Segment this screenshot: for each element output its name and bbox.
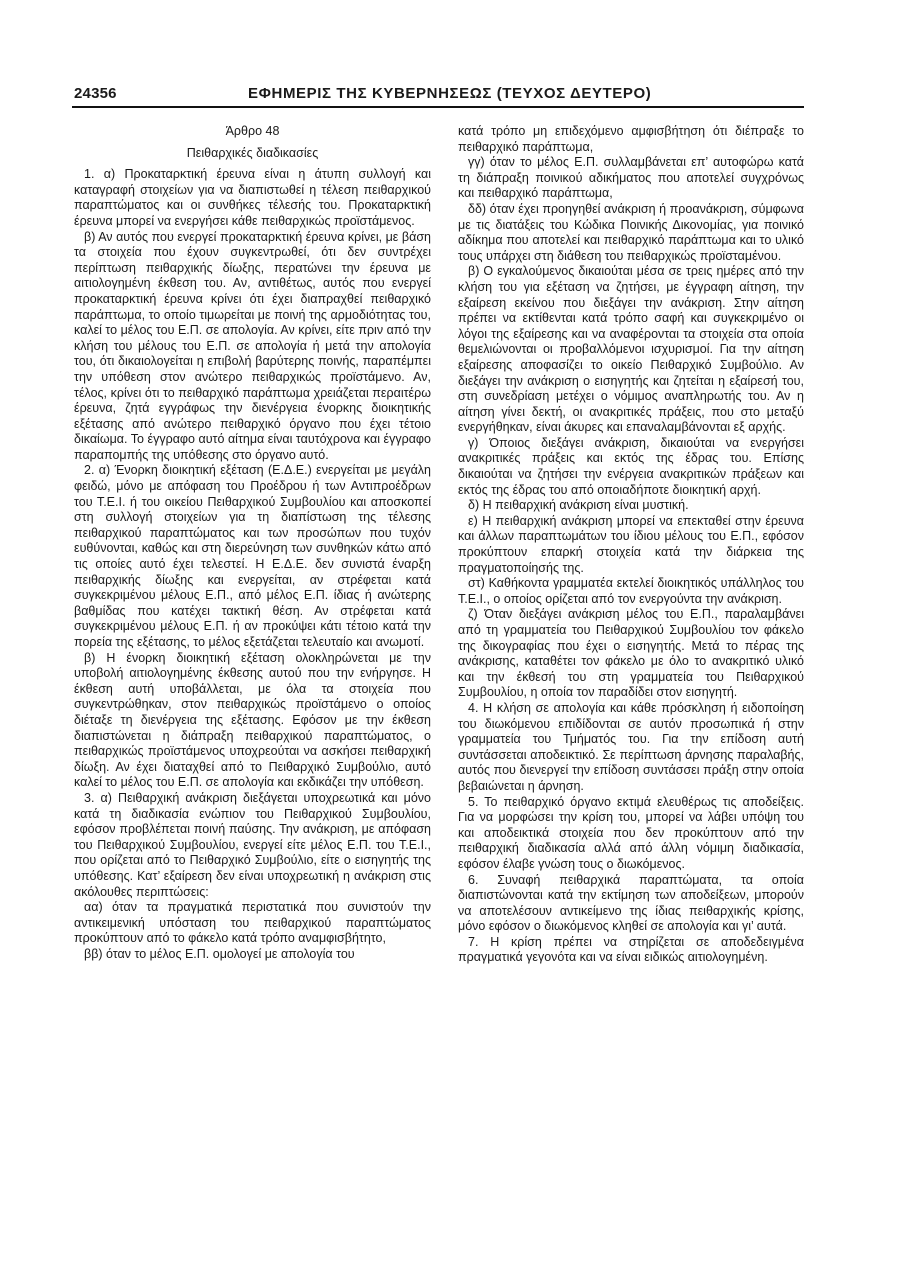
paragraph: 4. Η κλήση σε απολογία και κάθε πρόσκληση ή ειδοποίηση του διωκόμενου επιδίδονται σε αυτόν προσωπικά ή στην γραμματεία του Τμήματός του. Για την επίδοση αυτή συντάσσεται αποδεικτικό. Σε περίπτωση άρνησης παραλαβής, αυτός που διενεργεί την επίδοση συντάσσει πράξη στην οποία βεβαιώνεται η άρνηση. xyxy=(458,700,804,793)
paragraph: ε) Η πειθαρχική ανάκριση μπορεί να επεκταθεί στην έρευνα και άλλων παραπτωμάτων του ίδιου μέλους του Ε.Π., εφόσον προκύπτουν επαρκή στοιχεία κατά την διάρκεια της πραγματοποίησής της. xyxy=(458,513,804,575)
paragraph: 7. Η κρίση πρέπει να στηρίζεται σε αποδεδειγμένα πραγματικά γεγονότα και να είναι ειδικώς αιτιολογημένη. xyxy=(458,934,804,965)
gazette-title: ΕΦΗΜΕΡΙΣ ΤΗΣ ΚΥΒΕΡΝΗΣΕΩΣ (ΤΕΥΧΟΣ ΔΕΥΤΕΡΟ) xyxy=(248,85,652,102)
paragraph: 1. α) Προκαταρκτική έρευνα είναι η άτυπη συλλογή και καταγραφή στοιχείων για να διαπιστωθεί η τέλεση πειθαρχικού παραπτώματος και οι συνθήκες τέλεσής του. Προκαταρκτική έρευνα μπορεί να ενεργήσει κάθε πειθαρχικώς προϊστάμενος. xyxy=(74,167,431,228)
article-number: Άρθρο 48 xyxy=(225,124,280,138)
paragraph: ζ) Όταν διεξάγει ανάκριση μέλος του Ε.Π., παραλαμβάνει από τη γραμματεία του Πειθαρχικού Συμβουλίου τον φάκελο της δικογραφίας που έχει ο εισηγητής. Μετά το πέρας της ανάκρισης, καταθέτει τον φάκελο με όλο το ανακριτικό υλικό και την έκθεσή του στη γραμματεία του Πειθαρχικού Συμβουλίου, η οποία τον παραδίδει στον εισηγητή. xyxy=(458,607,804,700)
paragraph: ββ) όταν το μέλος Ε.Π. ομολογεί με απολογία του xyxy=(84,946,355,961)
paragraph: 3. α) Πειθαρχική ανάκριση διεξάγεται υποχρεωτικά και μόνο κατά τη διαδικασία ενώπιον του Πειθαρχικού Συμβουλίου, εφόσον προβλέπεται ποινή παύσης. Την ανάκριση, με απόφαση του Πειθαρχικού Συμβουλίου, ενεργεί είτε μέλος Ε.Π. του Τ.Ε.Ι., που ορίζεται από το Πειθαρχικό Συμβούλιο, είτε ο εισηγητής της υπόθεσης. Κατ’ εξαίρεση δεν είναι υποχρεωτική η ανάκριση στις ακόλουθες περιπτώσεις: xyxy=(74,790,431,899)
paragraph: β) Αν αυτός που ενεργεί προκαταρκτική έρευνα κρίνει, με βάση τα στοιχεία που έχουν συγκεντρωθεί, ότι δεν συντρέχει περίπτωση πειθαρχικής δίωξης, περατώνει την έρευνα με αιτιολογημένη έκθεση του. Αν, αντιθέτως, αυτός που ενεργεί προκαταρκτική έρευνα κρίνει ότι έχει διαπραχθεί πειθαρχικό παράπτωμα, το οποίο τιμωρείται με ποινή της αρμοδιότητας του, καλεί το μέλος του Ε.Π. σε απολογία. Αν κρίνει, είτε πριν από την κλήση του μέλους του Ε.Π. σε απολογία ή μετά την απολογία του, ότι δικαιολογείται η επιβολή βαρύτερης ποινής, παραπέμπει την υπόθεση στον ανώτερο πειθαρχικώς προϊστάμενο. Αν, τέλος, κρίνει ότι το πειθαρχικό παράπτωμα χρειάζεται περαιτέρω έρευνα, ζητά εγγράφως την διενέργεια ένορκης διοικητικής εξέτασης από ανώτερο πειθαρχικό όργανο που έχει τέτοιο δικαίωμα. Το έγγραφο αυτό αίτημα είναι ταυτόχρονα και έγγραφο παραπομπής της υπόθεσης στο όργανο αυτό. xyxy=(74,229,431,462)
article-title: Πειθαρχικές διαδικασίες xyxy=(186,145,319,160)
paragraph: 2. α) Ένορκη διοικητική εξέταση (Ε.Δ.Ε.) ενεργείται με μεγάλη φειδώ, μόνο με απόφαση του Προέδρου ή των Αντιπροέδρων του Τ.Ε.Ι. ή του οικείου Πειθαρχικού Συμβουλίου και αποσκοπεί στη συλλογή στοιχείων για τη διαπίστωση της τέλεσης πειθαρχικού παραπτώματος και των προσώπων που τυχόν ευθύνονται, καθώς και στη διερεύνηση των συνθηκών κάτω από τις οποίες αυτό έχει τελεστεί. Η Ε.Δ.Ε. δεν συνιστά έναρξη πειθαρχικής δίωξης και ενεργείται, αν στρέφεται κατά συγκεκριμένου μέλους Ε.Π., από μέλος Ε.Π. ίδιας ή ανώτερης βαθμίδας που κατέχει τακτική θέση. Αν στρέφεται κατά συγκεκριμένου μέλους Ε.Π. ή αν προκύψει κάτι τέτοιο κατά την πορεία της εξέτασης, το μέλος εξετάζεται τελευταίο και ανωμοτί. xyxy=(74,463,431,649)
paragraph: αα) όταν τα πραγματικά περιστατικά που συνιστούν την αντικειμενική υπόσταση του πειθαρχικού παραπτώματος προκύπτουν από το φάκελο κατά τρόπο αναμφισβήτητο, xyxy=(74,900,431,946)
page-number: 24356 xyxy=(74,85,117,102)
page-header xyxy=(72,84,804,108)
paragraph: δδ) όταν έχει προηγηθεί ανάκριση ή προανάκριση, σύμφωνα με τις διατάξεις του Κώδικα Ποινικής Δικονομίας, για ποινικό αδίκημα που αποτελεί και πειθαρχικό παράπτωμα και το υλικό τους υπάρχει στη διάθεση του πειθαρχικώς προϊσταμένου. xyxy=(458,201,804,263)
paragraph: γ) Όποιος διεξάγει ανάκριση, δικαιούται να ενεργήσει ανακριτικές πράξεις και εκτός της έδρας του. Επίσης δικαιούται να ζητήσει την ενέργεια ανακριτικών πράξεων και εκτός της έδρας του από οποιαδήποτε διοικητική αρχή. xyxy=(458,435,804,497)
left-column xyxy=(74,124,431,962)
paragraph: β) Η ένορκη διοικητική εξέταση ολοκληρώνεται με την υποβολή αιτιολογημένης έκθεσης αυτού που την ενήργησε. Η έκθεση αυτή υποβάλλεται, με όλα τα στοιχεία που συγκεντρώθηκαν, στον πειθαρχικώς προϊστάμενο ο οποίος διέταξε τη διενέργεια της εξέτασης. Εφόσον με την έκθεση διαπιστώνεται η διάπραξη πειθαρχικού παραπτώματος, ο πειθαρχικώς προϊστάμενος υποχρεούται να ασκήσει πειθαρχική δίωξη. Αν έχει διαταχθεί από το Πειθαρχικό Συμβούλιο, αυτό καλεί το μέλος του Ε.Π. σε απολογία και εκδικάζει την υπόθεση. xyxy=(74,650,431,790)
paragraph: δ) Η πειθαρχική ανάκριση είναι μυστική. xyxy=(468,498,689,513)
paragraph: στ) Καθήκοντα γραμματέα εκτελεί διοικητικός υπάλληλος του Τ.Ε.Ι., ο οποίος ορίζεται από τον ενεργούντα την ανάκριση. xyxy=(458,576,804,606)
paragraph: γγ) όταν το μέλος Ε.Π. συλλαμβάνεται επ’ αυτοφώρω κατά τη διάπραξη ποινικού αδικήματος που αποτελεί συγχρόνως και πειθαρχικό παράπτωμα, xyxy=(458,155,804,201)
paragraph-continued: κατά τρόπο μη επιδεχόμενο αμφισβήτηση ότι διέπραξε το πειθαρχικό παράπτωμα, xyxy=(458,124,804,154)
paragraph: 5. Το πειθαρχικό όργανο εκτιμά ελευθέρως τις αποδείξεις. Για να μορφώσει την κρίση του, μπορεί να λάβει υπόψη του και αποδεικτικά στοιχεία που δεν προκύπτουν από την πειθαρχική διαδικασία αλλά από άλλη νόμιμη διαδικασία, εφόσον έλαβε γνώση τους ο διωκόμενος. xyxy=(458,794,804,871)
paragraph: 6. Συναφή πειθαρχικά παραπτώματα, τα οποία διαπιστώνονται κατά την εκτίμηση των αποδείξεων, μπορούν να αποτελέσουν αντικείμενο της ίδιας πειθαρχικής κρίσης, μόνο εφόσον ο διωκόμενος κληθεί σε απολογία και γι’ αυτά. xyxy=(458,872,804,934)
right-column xyxy=(458,124,804,966)
paragraph: β) Ο εγκαλούμενος δικαιούται μέσα σε τρεις ημέρες από την κλήση του για εξέταση να ζητήσει, με έγγραφη αίτηση, την εξαίρεση εκείνου που διεξάγει την ανάκριση. Στην αίτηση πρέπει να εκτίθενται κατά τρόπο σαφή και συγκεκριμένο οι λόγοι της εξαίρεσης και να αναφέρονται τα στοιχεία στα οποία θεμελιώνονται οι προβαλλόμενοι ισχυρισμοί. Για την αίτηση εξαίρεσης αποφασίζει το οικείο Πειθαρχικό Συμβούλιο. Αν διεξάγει την ανάκριση ο εισηγητής και ζητείται η εξαίρεσή του, στη συνεδρίαση μετέχει ο νόμιμος αναπληρωτής του. Αν η αίτηση γίνει δεκτή, οι ανακριτικές πράξεις, που στο μεταξύ ενεργήθηκαν, είναι άκυρες και επαναλαμβάνονται εξ αρχής. xyxy=(458,264,804,435)
